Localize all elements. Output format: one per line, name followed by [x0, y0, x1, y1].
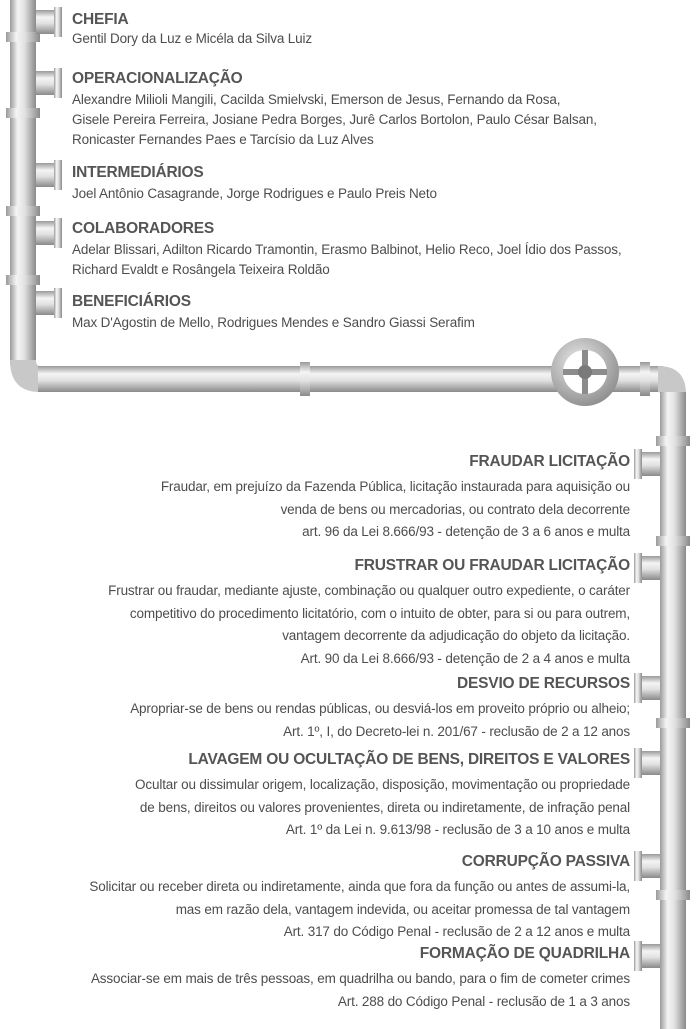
- group-title: CHEFIA: [72, 11, 129, 28]
- member-line: Alexandre Milioli Mangili, Cacilda Smielvski, Emerson de Jesus, Fernando da Rosa,: [72, 92, 561, 107]
- member-line: Ronicaster Fernandes Paes e Tarcísio da Luz Alves: [72, 132, 374, 147]
- description-line: Apropriar-se de bens ou rendas públicas, ou desviá-los em proveito próprio ou alheio;: [130, 701, 630, 716]
- crime-law: Art. 1º, I, do Decreto-lei n. 201/67 - reclusão de 2 a 12 anos: [283, 723, 630, 739]
- left-pipe: [6, 0, 40, 365]
- member-line: Joel Antônio Casagrande, Jorge Rodrigues e Paulo Preis Neto: [72, 186, 437, 201]
- description-line: mas em razão dela, vantagem indevida, ou aceitar promessa de tal vantagem: [175, 901, 630, 917]
- group-members: [72, 313, 672, 333]
- group-chefia: [72, 11, 672, 49]
- crime-law: Art. 317 do Código Penal - reclusão de 2 a 12 anos e multa: [283, 924, 630, 939]
- crime-lavagem-ocultacao: [20, 750, 630, 842]
- group-members: [72, 90, 672, 150]
- member-line: Gentil Dory da Luz e Micéla da Silva Luiz: [72, 31, 312, 46]
- group-members: [72, 184, 672, 204]
- group-title: INTERMEDIÁRIOS: [72, 164, 204, 181]
- group-intermediarios: [72, 164, 672, 204]
- description-line: Fraudar, em prejuízo da Fazenda Pública, licitação instaurada para aquisição ou: [160, 479, 630, 494]
- crime-title: CORRUPÇÃO PASSIVA: [461, 853, 630, 870]
- group-members: [72, 240, 672, 280]
- crime-fraudar-licitacao: [20, 452, 630, 544]
- crime-description: [20, 476, 630, 521]
- member-line: Richard Evaldt e Rosângela Teixeira Roldão: [72, 262, 330, 277]
- crime-desvio-recursos: [20, 674, 630, 743]
- crime-corrupcao-passiva: [20, 852, 630, 944]
- description-line: Solicitar ou receber direta ou indiretamente, ainda que fora da função ou antes de assumi-la,: [89, 879, 630, 894]
- crime-description: [20, 580, 630, 648]
- group-title: OPERACIONALIZAÇÃO: [72, 70, 243, 87]
- crime-description: [20, 968, 630, 991]
- crime-title: FRAUDAR LICITAÇÃO: [469, 453, 630, 470]
- group-beneficiarios: [72, 293, 672, 333]
- crime-law: Art. 288 do Código Penal - reclusão de 1 a 3 anos: [337, 993, 630, 1009]
- description-line: de bens, direitos ou valores provenientes, direta ou indiretamente, de infração penal: [139, 799, 630, 815]
- description-line: Associar-se em mais de três pessoas, em quadrilha ou bando, para o fim de cometer crimes: [90, 971, 630, 986]
- valve-wheel-icon: [551, 338, 619, 406]
- group-members: [72, 29, 672, 49]
- member-line: Adelar Blissari, Adilton Ricardo Tramontin, Erasmo Balbinot, Helio Reco, Joel Ídio dos Passos,: [72, 242, 622, 257]
- crime-title: LAVAGEM OU OCULTAÇÃO DE BENS, DIREITOS E VALORES: [188, 751, 630, 768]
- right-pipe: [656, 366, 690, 1029]
- group-operacionalizacao: [72, 70, 672, 150]
- group-title: BENEFICIÁRIOS: [72, 293, 191, 310]
- crime-formacao-quadrilha: [20, 944, 630, 1013]
- crime-title: FRUSTRAR OU FRAUDAR LICITAÇÃO: [354, 557, 630, 574]
- crime-law: art. 96 da Lei 8.666/93 - detenção de 3 a 6 anos e multa: [302, 524, 630, 539]
- crime-description: [20, 876, 630, 921]
- member-line: Gisele Pereira Ferreira, Josiane Pedra Borges, Jurê Carlos Bortolon, Paulo César Balsan,: [72, 112, 597, 127]
- description-line: competitivo do procedimento licitatório, com o intuito de obter, para si ou para outrem,: [129, 605, 630, 621]
- crime-law: Art. 90 da Lei 8.666/93 - detenção de 2 a 4 anos e multa: [300, 650, 630, 666]
- crime-title: FORMAÇÃO DE QUADRILHA: [419, 945, 630, 962]
- description-line: vantagem decorrente da adjudicação do objeto da licitação.: [282, 628, 630, 643]
- crime-law: Art. 1º da Lei n. 9.613/98 - reclusão de 3 a 10 anos e multa: [285, 822, 630, 837]
- description-line: venda de bens ou mercadorias, ou contrato dela decorrente: [280, 501, 630, 517]
- member-line: Max D'Agostin de Mello, Rodrigues Mendes e Sandro Giassi Serafim: [72, 315, 475, 330]
- crime-title: DESVIO DE RECURSOS: [457, 675, 630, 692]
- description-line: Frustrar ou fraudar, mediante ajuste, combinação ou qualquer outro expediente, o caráter: [108, 583, 630, 598]
- crime-description: [20, 698, 630, 721]
- description-line: Ocultar ou dissimular origem, localização, disposição, movimentação ou propriedade: [135, 777, 630, 792]
- left-branch-stubs: [36, 7, 62, 318]
- crime-description: [20, 774, 630, 819]
- group-colaboradores: [72, 220, 672, 280]
- crime-frustrar-fraudar-licitacao: [20, 556, 630, 670]
- group-title: COLABORADORES: [72, 220, 215, 237]
